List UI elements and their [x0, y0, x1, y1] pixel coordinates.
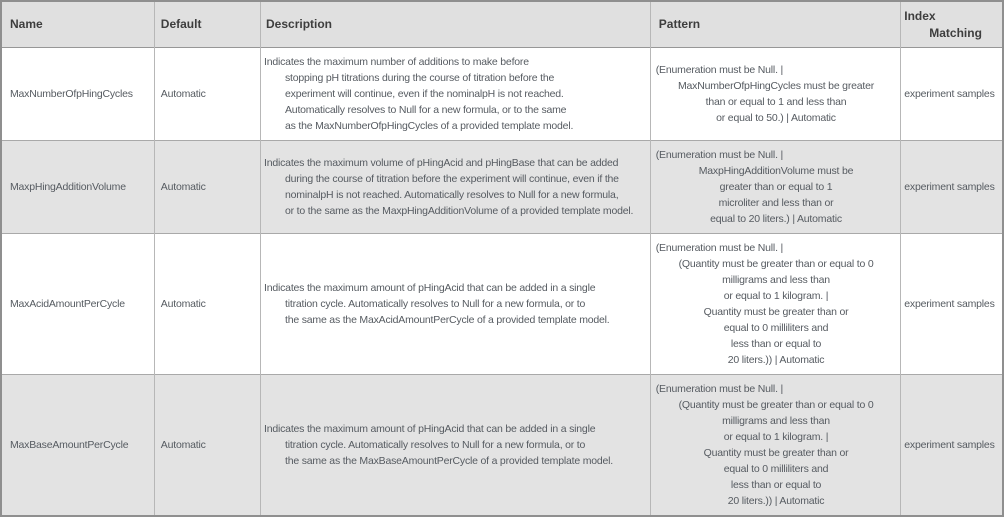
- default-cell: Automatic: [154, 375, 260, 517]
- index-matching-cell: experiment samples: [901, 48, 1003, 141]
- description-line: as the MaxNumberOfpHingCycles of a provided template model.: [285, 120, 574, 132]
- pattern-line: (Enumeration must be Null. |: [655, 242, 784, 254]
- default-cell: Automatic: [154, 141, 260, 234]
- column-header-label: Description: [266, 17, 333, 31]
- pattern-cell: [650, 48, 901, 141]
- pattern-line: equal to 0 milliliters and: [723, 322, 829, 334]
- pattern-line: equal to 20 liters.) | Automatic: [710, 213, 842, 225]
- description-line: or to the same as the MaxpHingAdditionVolume of a provided template model.: [285, 205, 634, 217]
- column-header-label: Index: [904, 8, 936, 23]
- pattern-line: or equal to 1 kilogram. |: [723, 431, 829, 443]
- description-cell: [261, 375, 651, 517]
- pattern-line: MaxpHingAdditionVolume must be: [698, 165, 854, 177]
- index-matching-cell: experiment samples: [901, 141, 1003, 234]
- table-row: [1, 375, 1003, 517]
- description-cell: [261, 48, 651, 141]
- description-line: Indicates the maximum volume of pHingAcid and pHingBase that can be added: [264, 157, 619, 169]
- index-matching-cell: experiment samples: [901, 375, 1003, 517]
- pattern-line: 20 liters.)) | Automatic: [727, 354, 825, 366]
- pattern-cell: [650, 141, 901, 234]
- pattern-line: less than or equal to: [730, 479, 822, 491]
- pattern-line: (Quantity must be greater than or equal to 0: [678, 258, 874, 270]
- pattern-line: Quantity must be greater than or: [703, 306, 849, 318]
- default-cell: Automatic: [154, 48, 260, 141]
- pattern-line: milligrams and less than: [722, 415, 830, 427]
- pattern-line: greater than or equal to 1: [719, 181, 833, 193]
- pattern-line: microliter and less than or: [718, 197, 834, 209]
- pattern-line: than or equal to 1 and less than: [705, 96, 847, 108]
- table-header-row: [1, 1, 1003, 48]
- description-line: nominalpH is not reached. Automatically resolves to Null for a new formula,: [285, 189, 619, 201]
- description-line: the same as the MaxBaseAmountPerCycle of a provided template model.: [285, 455, 614, 467]
- description-line: stopping pH titrations during the course of titration before the: [285, 72, 555, 84]
- index-matching-cell: experiment samples: [901, 234, 1003, 375]
- name-cell: MaxAcidAmountPerCycle: [1, 234, 154, 375]
- column-header-label: Name: [10, 17, 43, 31]
- pattern-line: milligrams and less than: [722, 274, 830, 286]
- name-cell: MaxNumberOfpHingCycles: [1, 48, 154, 141]
- column-header-label: Matching: [929, 25, 982, 40]
- pattern-line: MaxNumberOfpHingCycles must be greater: [677, 80, 875, 92]
- pattern-line: (Enumeration must be Null. |: [655, 149, 784, 161]
- description-cell: [261, 234, 651, 375]
- column-header-index-matching: [901, 1, 1003, 48]
- description-line: Automatically resolves to Null for a new formula, or to the same: [285, 104, 567, 116]
- description-line: during the course of titration before the experiment will continue, even if the: [285, 173, 619, 185]
- pattern-cell: [650, 234, 901, 375]
- column-header-description: [261, 1, 651, 48]
- name-cell: MaxpHingAdditionVolume: [1, 141, 154, 234]
- column-header-default: [154, 1, 260, 48]
- pattern-line: or equal to 50.) | Automatic: [716, 112, 836, 124]
- name-cell: MaxBaseAmountPerCycle: [1, 375, 154, 517]
- description-line: titration cycle. Automatically resolves to Null for a new formula, or to: [285, 439, 586, 451]
- pattern-line: (Enumeration must be Null. |: [655, 64, 784, 76]
- column-header-label: Pattern: [658, 17, 701, 31]
- table-row: [1, 234, 1003, 375]
- description-line: the same as the MaxAcidAmountPerCycle of a provided template model.: [285, 314, 610, 326]
- description-line: Indicates the maximum amount of pHingAcid that can be added in a single: [264, 282, 596, 294]
- pattern-line: equal to 0 milliliters and: [723, 463, 829, 475]
- column-header-name: [1, 1, 154, 48]
- pattern-line: (Enumeration must be Null. |: [655, 383, 784, 395]
- default-cell: Automatic: [154, 234, 260, 375]
- description-line: titration cycle. Automatically resolves to Null for a new formula, or to: [285, 298, 586, 310]
- column-header-pattern: [650, 1, 901, 48]
- table-row: [1, 48, 1003, 141]
- pattern-line: 20 liters.)) | Automatic: [727, 495, 825, 507]
- description-line: experiment will continue, even if the nominalpH is not reached.: [285, 88, 564, 100]
- description-line: Indicates the maximum number of additions to make before: [264, 56, 529, 68]
- pattern-line: or equal to 1 kilogram. |: [723, 290, 829, 302]
- table-row: [1, 141, 1003, 234]
- column-header-label: Default: [160, 17, 202, 31]
- description-line: Indicates the maximum amount of pHingAcid that can be added in a single: [264, 423, 596, 435]
- pattern-cell: [650, 375, 901, 517]
- table-body: [1, 48, 1003, 517]
- description-cell: [261, 141, 651, 234]
- pattern-line: Quantity must be greater than or: [703, 447, 849, 459]
- pattern-line: (Quantity must be greater than or equal to 0: [678, 399, 874, 411]
- pattern-line: less than or equal to: [730, 338, 822, 350]
